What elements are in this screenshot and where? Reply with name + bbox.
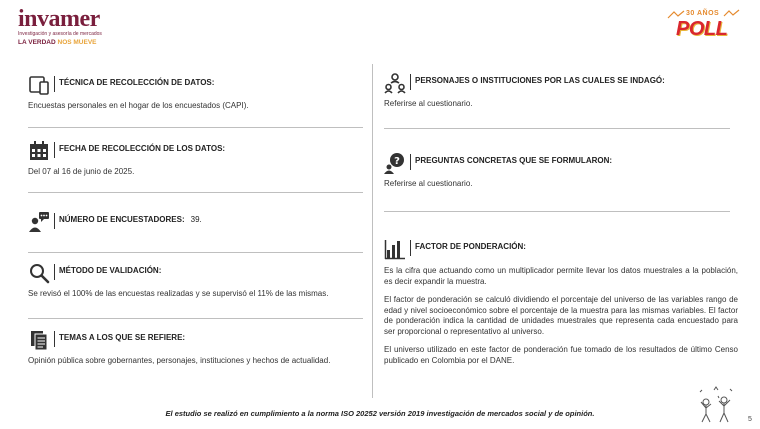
section-preguntas <box>384 152 734 190</box>
interviewer-icon <box>28 211 50 233</box>
section-body <box>384 266 738 366</box>
section-body: Referirse al cuestionario. <box>384 179 473 188</box>
section-personajes <box>384 72 734 110</box>
section-title: MÉTODO DE VALIDACIÓN: <box>59 266 162 275</box>
divider <box>28 192 363 193</box>
people-icon <box>384 72 406 94</box>
divider <box>384 211 730 212</box>
section-title: FECHA DE RECOLECCIÓN DE LOS DATOS: <box>59 144 226 153</box>
page-number: 5 <box>748 416 752 423</box>
section-body: Del 07 al 16 de junio de 2025. <box>28 167 135 176</box>
divider <box>384 128 730 129</box>
paragraph: El factor de ponderación se calculó dividiendo el porcentaje del universo de las variables rango de edad y nivel socioeconómico sobre el porcentaje de la muestra para las mismas variables. El factor de ponderación indica la cantidad de unidades muestrales que representa cada encuestado para ser proporcional o representativo al universo. <box>384 295 738 336</box>
svg-text:?: ? <box>394 156 400 167</box>
invamer-logo <box>18 8 128 48</box>
paragraph: El universo utilizado en este factor de ponderación fue tomado de los resultados de último Censo publicado en Colombia por el DANE. <box>384 345 738 365</box>
brand-slogan: LA VERDAD NOS MUEVE <box>18 39 97 46</box>
brand-name: invamer <box>18 6 100 32</box>
section-fecha <box>28 140 368 178</box>
section-body: Encuestas personales en el hogar de los encuestados (CAPI). <box>28 101 249 110</box>
section-body: Opinión pública sobre gobernantes, personajes, instituciones y hechos de actualidad. <box>28 356 331 365</box>
section-validacion <box>28 262 368 300</box>
device-icon <box>28 74 50 96</box>
divider <box>28 252 363 253</box>
paragraph: Es la cifra que actuando como un multiplicador permite llevar los datos muestrales a la población, es decir expandir la muestra. <box>384 266 738 286</box>
question-icon <box>384 152 406 174</box>
celebration-illustration <box>694 384 740 424</box>
magnifier-icon <box>28 262 50 284</box>
section-title: FACTOR DE PONDERACIÓN: <box>415 242 526 251</box>
section-temas <box>28 329 368 367</box>
section-body: Referirse al cuestionario. <box>384 99 473 108</box>
section-title: PERSONAJES O INSTITUCIONES POR LAS CUALES SE INDAGÓ: <box>415 76 665 85</box>
divider <box>28 318 363 319</box>
brand-tagline: Investigación y asesoría de mercados <box>18 31 102 37</box>
divider <box>28 127 363 128</box>
documents-icon <box>28 329 50 351</box>
calendar-icon <box>28 140 50 162</box>
poll-years: 30 AÑOS <box>686 10 720 17</box>
section-ponderacion <box>384 238 738 374</box>
section-tecnica <box>28 74 368 112</box>
poll-word: POLL <box>676 18 728 40</box>
section-body: Se revisó el 100% de las encuestas realizadas y se supervisó el 11% de las mismas. <box>28 289 329 298</box>
section-title: TEMAS A LOS QUE SE REFIERE: <box>59 333 186 342</box>
footer-note: El estudio se realizó en cumplimiento a la norma ISO 20252 versión 2019 investigación de mercados social y de opinión. <box>165 409 595 418</box>
column-divider <box>372 64 373 398</box>
section-title: NÚMERO DE ENCUESTADORES: 39. <box>59 215 202 224</box>
poll-30-years-badge <box>662 6 746 44</box>
bar-chart-icon <box>384 238 406 260</box>
section-encuestadores <box>28 211 368 233</box>
section-title: PREGUNTAS CONCRETAS QUE SE FORMULARON: <box>415 156 613 165</box>
section-value: 39. <box>190 215 202 224</box>
section-title: TÉCNICA DE RECOLECCIÓN DE DATOS: <box>59 78 215 87</box>
